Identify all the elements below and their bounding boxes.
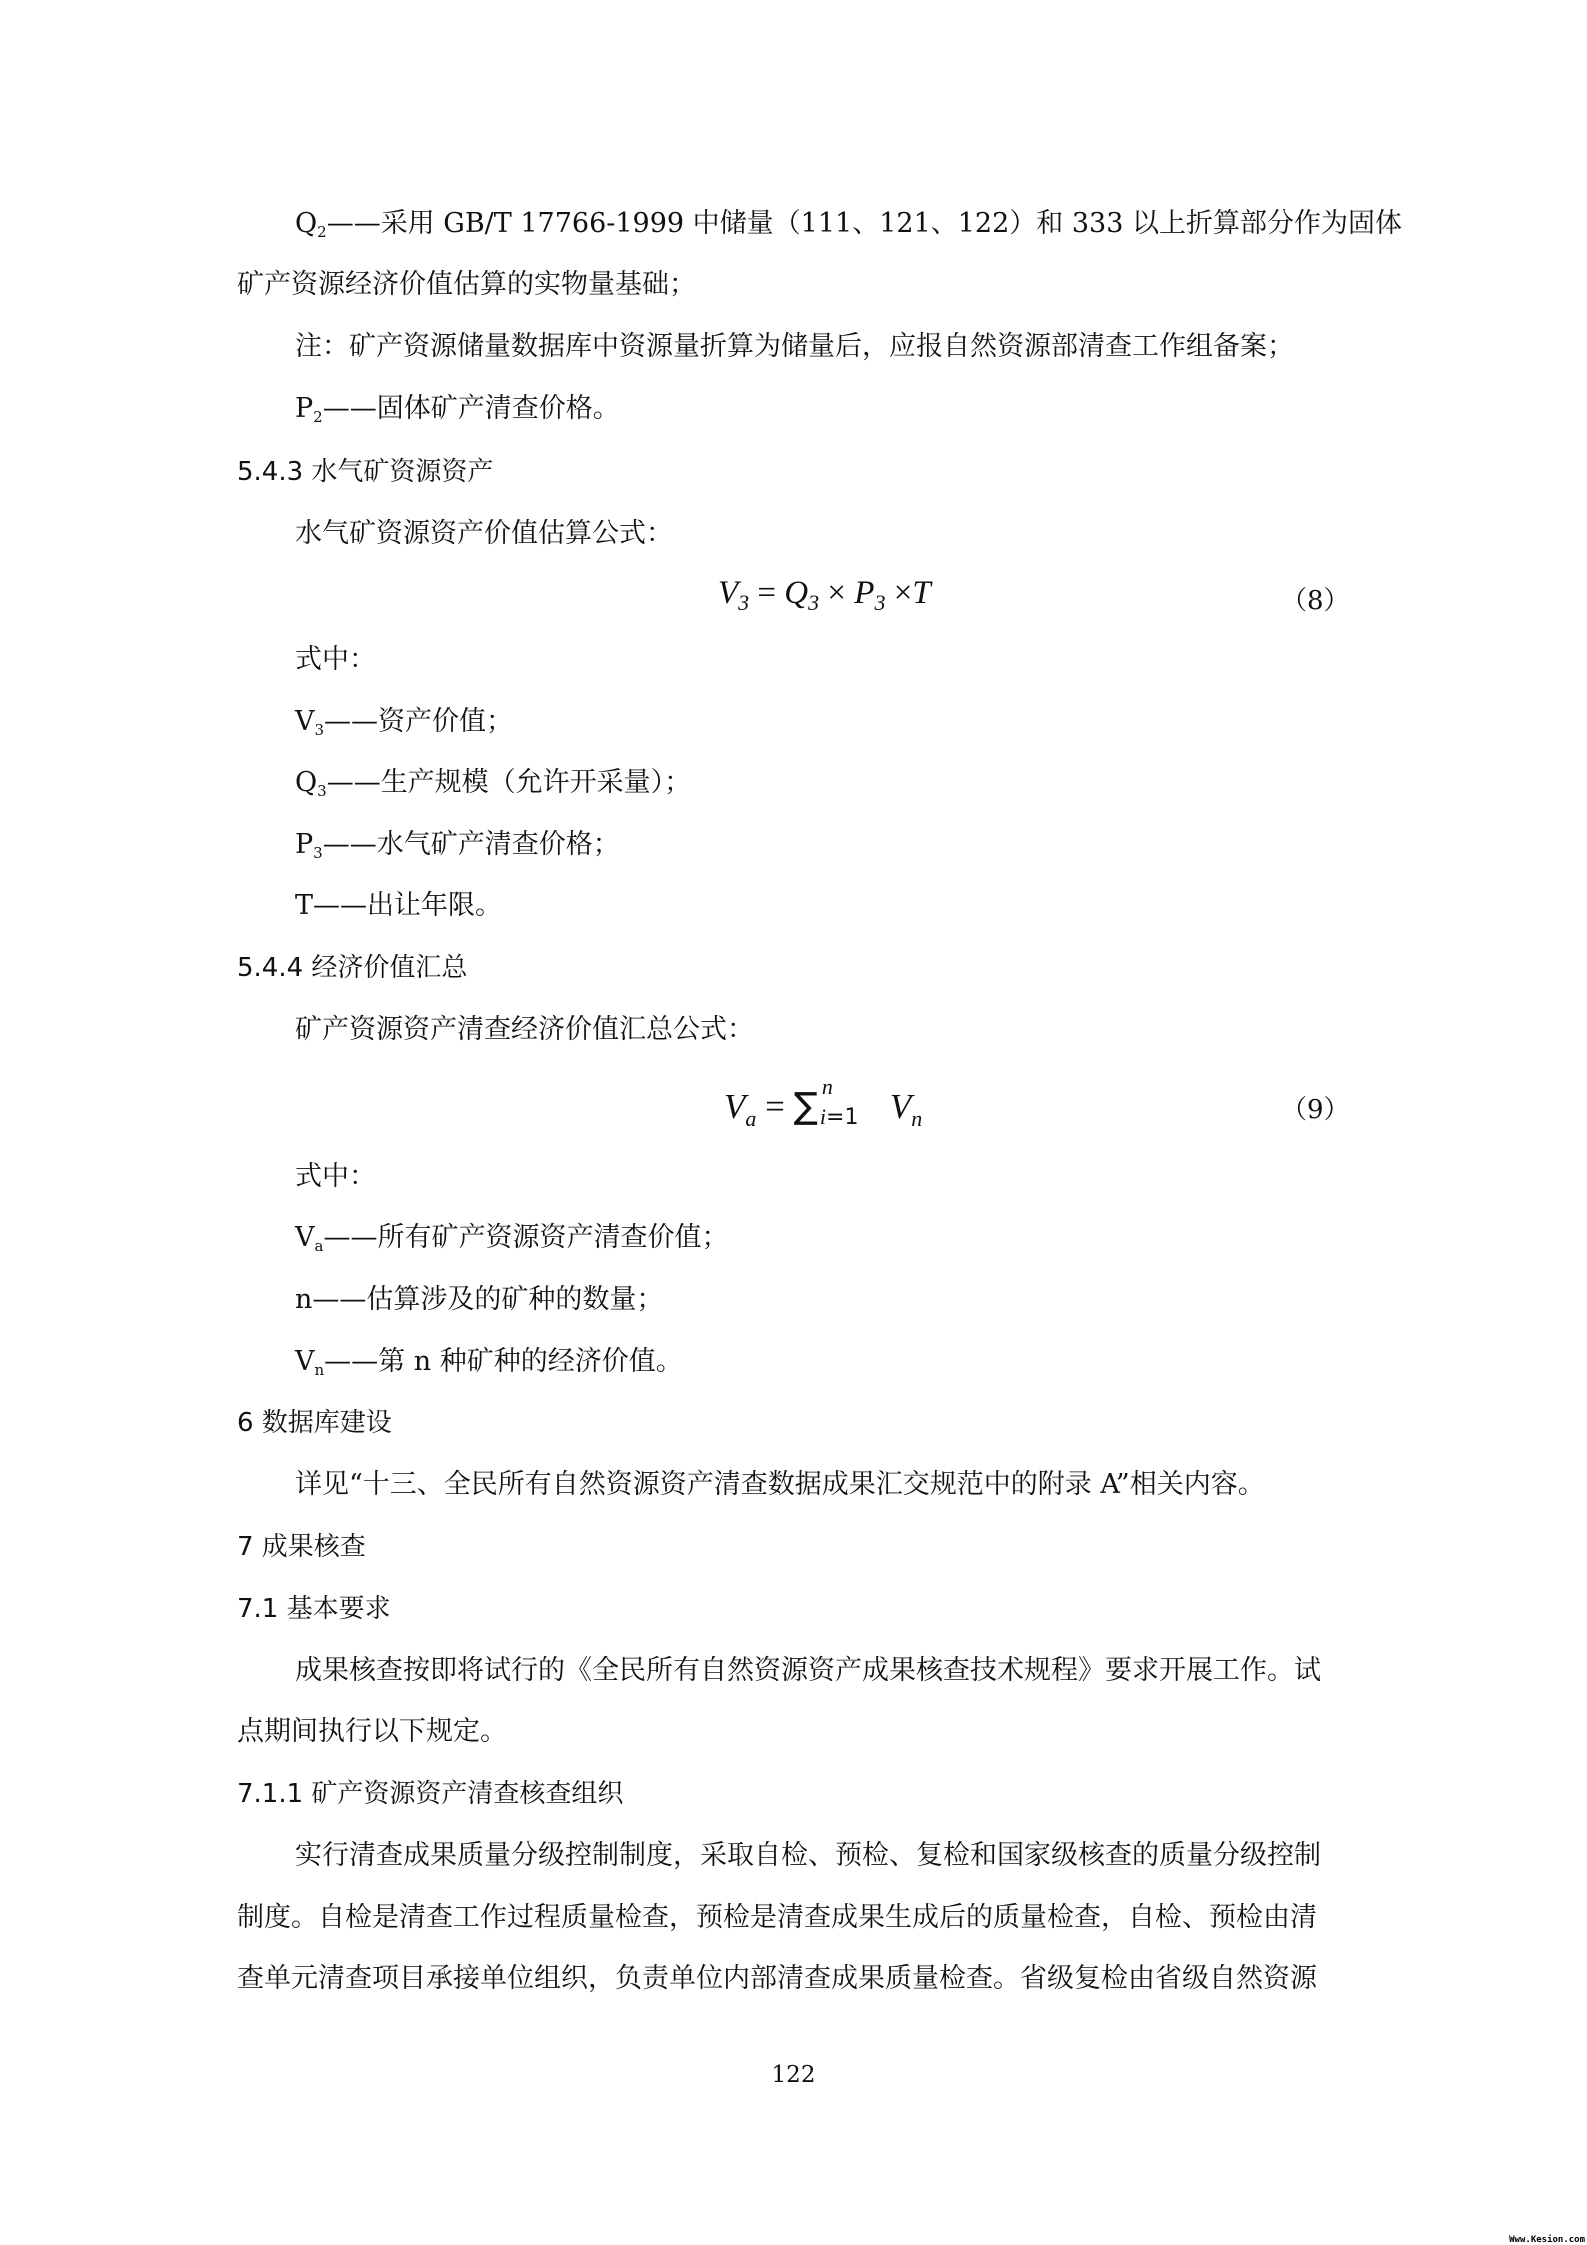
section-6-text: 详见“十三、全民所有自然资源资产清查数据成果汇交规范中的附录 A”相关内容。 [295,1469,1265,1500]
section-7-1-line1: 成果核查按即将试行的《全民所有自然资源资产成果核查技术规程》要求开展工作。试 [295,1655,1321,1686]
t-definition: T——出让年限。 [295,890,503,921]
sum-lower-var: i [819,1103,827,1129]
f9-rhs: V [889,1087,912,1126]
heading-5-4-3: 5.4.3 水气矿资源资产 [237,457,494,487]
watermark: Www.Kesion.com [1509,2235,1585,2245]
section-7-1-line2: 点期间执行以下规定。 [237,1716,507,1747]
q2-definition-line2: 矿产资源经济价值估算的实物量基础； [237,269,696,300]
q2-definition-line1 [295,207,1402,241]
subscript-3: 3 [317,782,327,800]
section-7-1-1-line1: 实行清查成果质量分级控制制度，采取自检、预检、复检和国家级核查的质量分级控制 [295,1840,1321,1871]
f8-p: P [854,575,875,611]
heading-6: 6 数据库建设 [237,1408,392,1438]
heading-7: 7 成果核查 [237,1532,366,1562]
v3-definition [295,705,513,739]
heading-7-1-1: 7.1.1 矿产资源资产清查核查组织 [237,1779,624,1809]
symbol-q: Q [295,208,318,239]
q3-text: ——生产规模（允许开采量）； [326,767,692,798]
vn-definition [295,1345,683,1379]
intro-formula-9: 矿产资源资产清查经济价值汇总公式： [295,1014,754,1045]
section-7-1-1-line2: 制度。自检是清查工作过程质量检查，预检是清查成果生成后的质量检查，自检、预检由清 [237,1902,1317,1933]
symbol-q: Q [295,767,318,798]
symbol-v: V [295,1222,315,1253]
n-definition: n——估算涉及的矿种的数量； [295,1284,664,1315]
va-text: ——所有矿产资源资产清查价值； [323,1222,729,1253]
p2-definition [295,392,620,426]
note-line: 注：矿产资源储量数据库中资源量折算为储量后，应报自然资源部清查工作组备案； [295,331,1294,362]
sum-lower-rest: =1 [826,1104,859,1130]
f8-v-sub: 3 [738,590,750,615]
sum-upper: n [821,1073,833,1099]
subscript-n: n [314,1361,325,1379]
p3-text: ——水气矿产清查价格； [322,829,620,860]
formula-9 [724,1073,923,1132]
f8-q-sub: 3 [808,590,820,615]
f9-lhs-sub: a [745,1106,757,1131]
f8-t: T [912,575,931,611]
f9-rhs-sub: n [911,1106,923,1131]
symbol-p: P [295,393,314,424]
where-label-2: 式中： [295,1161,376,1192]
subscript-3: 3 [314,721,325,739]
symbol-p: P [295,829,314,860]
page-number: 122 [771,2062,816,2088]
subscript-3: 3 [313,844,323,862]
p3-definition [295,828,620,862]
symbol-v: V [295,1346,315,1377]
vn-text: ——第 n 种矿种的经济价值。 [324,1346,683,1377]
f9-lhs: V [724,1087,746,1126]
symbol-v: V [295,706,315,737]
f8-eq: = [749,575,785,611]
f9-eq: = [756,1087,794,1126]
intro-formula-8: 水气矿资源资产价值估算公式： [295,518,673,549]
q2-text: ——采用 GB/T 17766-1999 中储量（111、121、122）和 333 以上折算部分作为固体 [326,208,1402,239]
heading-7-1: 7.1 基本要求 [237,1594,391,1624]
f8-times1: × [819,575,855,611]
heading-5-4-4: 5.4.4 经济价值汇总 [237,953,468,983]
va-definition [295,1221,728,1255]
f8-p-sub: 3 [874,590,886,615]
sum-symbol: ∑ [793,1086,818,1127]
equation-number-8: （8） [1281,586,1350,616]
f8-v: V [718,575,739,611]
where-label-1: 式中： [295,644,376,675]
v3-text: ——资产价值； [324,706,514,737]
equation-number-9: （9） [1281,1095,1350,1125]
sum-limits [818,1073,890,1130]
subscript-a: a [314,1237,324,1255]
subscript-2: 2 [313,408,323,426]
q3-definition [295,766,691,800]
formula-8 [718,575,931,616]
section-7-1-1-line3: 查单元清查项目承接单位组织，负责单位内部清查成果质量检查。省级复检由省级自然资源 [237,1963,1317,1994]
subscript-2: 2 [317,223,327,241]
f8-times2: × [885,575,913,611]
p2-text: ——固体矿产清查价格。 [322,393,620,424]
f8-q: Q [784,575,809,611]
sum-lower [820,1104,859,1130]
